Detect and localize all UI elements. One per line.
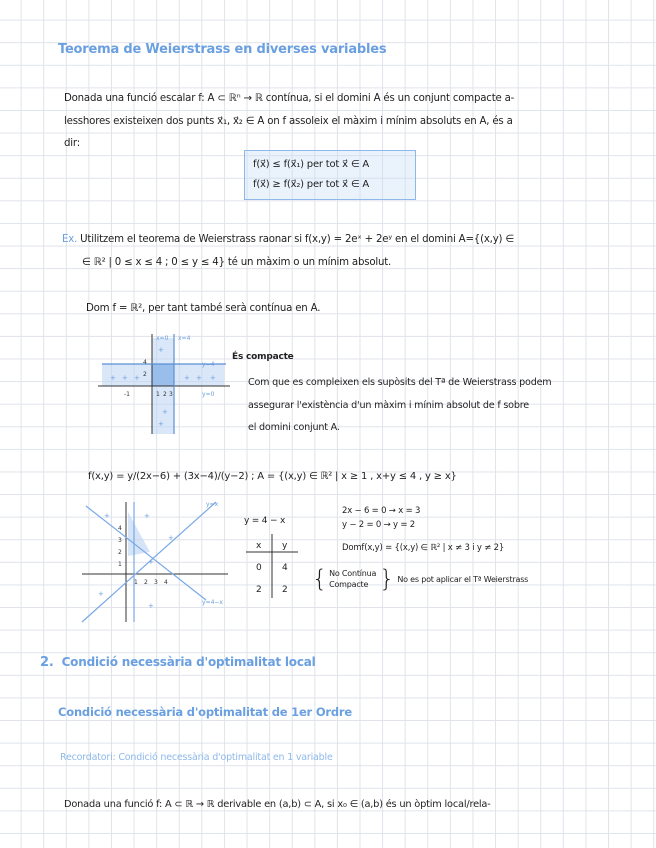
table-title: y = 4 − x [244,516,286,526]
svg-text:+: + [168,534,174,542]
example-paragraph [62,229,632,274]
reminder-title: Recordatori: Condició necessària d'optimalitat en 1 variable [60,752,333,763]
second-function-formula: f(x,y) = y/(2x−6) + (3x−4)/(y−2) ; A = {(x,y) ∈ ℝ² | x ≥ 1 , x+y ≤ 4 , y ≥ x} [88,471,457,482]
subsection-title: Condició necessària d'optimalitat de 1er Ordre [58,705,352,719]
theorem-line-1: Donada una funció escalar f: A ⊂ ℝⁿ → ℝ contínua, si el domini A és un conjunt compacte a- [64,93,515,104]
svg-text:+: + [148,558,154,566]
tick-x-3: 3 [154,579,158,586]
svg-text:+: + [148,602,154,610]
last-paragraph-line: Donada una funció f: A ⊂ ℝ → ℝ derivable en (a,b) ⊂ A, si x₀ ∈ (a,b) és un òptim local/rela- [64,799,491,810]
tick-y-2: 2 [118,549,122,556]
svg-text:+: + [158,346,164,354]
table-header-x: x [256,541,262,551]
domain-definition: Domf(x,y) = {(x,y) ∈ ℝ² | x ≠ 3 i y ≠ 2} [342,543,505,553]
label-y0: y=0 [202,391,215,398]
conclusion-text: No es pot aplicar el Tª Weierstrass [397,574,529,584]
example-line-1: Utilitzem el teorema de Weierstrass raonar si f(x,y) = 2eˣ + 2eʸ en el domini A={(x,y) ∈ [80,234,515,245]
theorem-paragraph [64,88,624,156]
svg-text:+: + [196,374,202,382]
label-y4: y=4 [202,361,215,368]
box-line-max: f(x⃗) ≤ f(x⃗₁) per tot x⃗ ∈ A [253,159,369,170]
svg-text:+: + [210,374,216,382]
domain-graph-1 [96,330,236,438]
svg-text:+: + [110,374,116,382]
example-label: Ex. [62,234,78,245]
svg-text:+: + [98,590,104,598]
label-y4x: y=4−x [202,599,223,606]
tick-x-1: 1 [156,391,160,398]
tick-x-1: 1 [134,579,138,586]
brace-item-compacte: Compacte [329,580,369,589]
table-r1-x: 0 [256,563,262,573]
tick-y-4: 4 [143,359,147,366]
table-r2-x: 2 [256,585,262,595]
tick-x-2: 2 [144,579,148,586]
svg-text:+: + [158,420,164,428]
svg-text:+: + [162,408,168,416]
tick-y-2: 2 [143,371,147,378]
brace-conclusion: { No Contínua Compacte } No es pot aplicar el Tª Weierstrass [312,565,529,593]
table-header-y: y [282,541,288,551]
reason-line-2: assegurar l'existència d'un màxim i mínim absolut de f sobre [248,399,529,411]
section-number: 2. [40,655,54,670]
compact-label: És compacte [232,352,294,362]
page-title: Teorema de Weierstrass en diverses variables [58,42,387,57]
reason-line-1: Com que es compleixen els supòsits del Tª de Weierstrass podem [248,377,552,388]
values-table [244,530,300,600]
theorem-line-3: dir: [64,138,80,150]
tick-y-4: 4 [118,525,122,532]
tick-x-2: 2 [163,391,167,398]
box-line-min: f(x⃗) ≥ f(x⃗₂) per tot x⃗ ∈ A [253,179,369,190]
tick-y-3: 3 [118,537,122,544]
domain-graph-2 [78,496,240,626]
section-title: Condició necessària d'optimalitat local [61,655,316,669]
tick-x-m1: -1 [124,391,130,398]
reason-line-3: el domini conjunt A. [248,422,340,434]
section-2-header [40,655,316,670]
theorem-box [244,150,416,200]
compact-reasoning [248,372,628,440]
example-dom: Dom f = ℝ², per tant també serà contínua en A. [86,303,321,314]
table-r2-y: 2 [282,585,288,595]
table-r1-y: 4 [282,563,288,573]
theorem-line-2: lesshores existeixen dos punts x⃗₁, x⃗₂ ∈ A on f assoleix el màxim i mínim absoluts en A, és a [64,115,513,127]
label-yx: y=x [206,501,219,508]
svg-text:+: + [122,374,128,382]
svg-text:+: + [184,374,190,382]
example-line-2: ∈ ℝ² | 0 ≤ x ≤ 4 ; 0 ≤ y ≤ 4} té un màxim o un mínim absolut. [82,256,392,268]
equations [342,504,504,555]
tick-x-4: 4 [164,579,168,586]
equation-1: 2x − 6 = 0 → x = 3 [342,506,421,516]
equation-2: y − 2 = 0 → y = 2 [342,520,415,530]
tick-x-3: 3 [169,391,173,398]
label-x4: x=4 [178,335,191,342]
label-x0: x=0 [156,335,169,342]
svg-text:+: + [134,374,140,382]
svg-text:+: + [104,512,110,520]
tick-y-1: 1 [118,561,122,568]
brace-item-no-continua: No Contínua [329,569,377,578]
svg-text:+: + [144,512,150,520]
